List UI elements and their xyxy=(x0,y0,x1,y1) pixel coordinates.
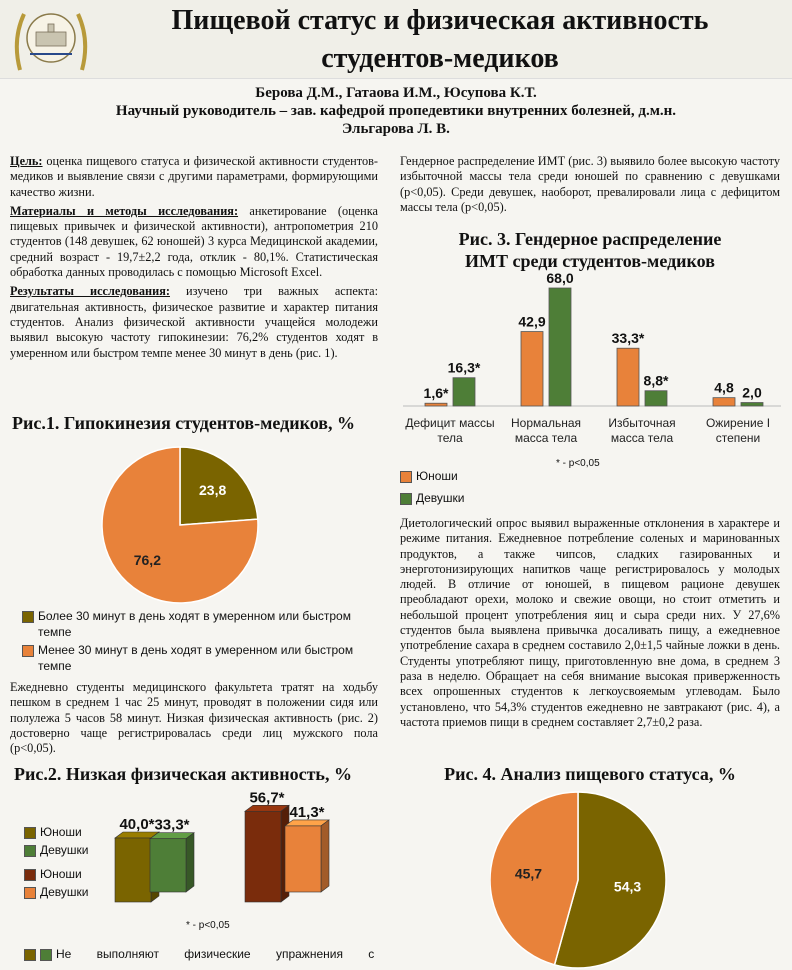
results-label: Результаты исследования: xyxy=(10,284,170,299)
fig2-legend-b-boys xyxy=(24,866,89,882)
bottom-legend-item xyxy=(24,946,375,962)
bottom-legend xyxy=(24,946,375,964)
fig3-category-label: Дефицит массы xyxy=(405,416,495,430)
fig2-bar-chart xyxy=(105,790,355,915)
fig2-bar-side-1 xyxy=(186,833,194,892)
poster-title-line1: Пищевой статус и физическая активность xyxy=(171,5,709,36)
poster-title-line2: студентов-медиков xyxy=(321,43,559,74)
legend-swatch-orange xyxy=(22,645,34,657)
diet-paragraph: Диетологический опрос выявил выраженные отклонения в характере и режиме питания. Ежедневное потребление соленых и маринованных продуктов, а также чипсов, сладких газированных и энерготонизирующих напитков чаще регистрировалось у молодых людей. В отличие от юношей, в пищевом рационе девушек преобладают орехи, молоко и свежие овощи, но стоит отметить и небольшой процент употребления яиц и сыра среди них. У 27,6% студентов была выявлена привычка досаливать пищу, а ежедневное употребление сахара в среднем составило 2,0±1,5 чайные ложки в день. Студенты употребляют пищу, приготовленную вне дома, в среднем 3 раза в неделю. Обращает на себя внимание высокая приверженность всех опрошенных студентов к легкоусвояемым углеводам. Было установлено, что 54,3% студентов ежедневно не завтракают (рис. 4), а частота приемов пищи в среднем составляет 2,7±0,2 раза. xyxy=(400,516,780,729)
fig3-category-label: масса тела xyxy=(514,431,578,445)
fig3-bar-boys-3 xyxy=(713,398,735,406)
fig3-value-label: 42,9 xyxy=(518,313,546,330)
legend-swatch-orange xyxy=(24,887,36,899)
fig2-value-label: 41,3* xyxy=(289,803,325,821)
legend-swatch-green xyxy=(400,493,412,505)
goal-text: оценка пищевого статуса и физической активности студентов-медиков и выявление связи с другими параметрами, формирующими качество жизни. xyxy=(10,154,378,199)
fig3-title-line1: Рис. 3. Гендерное распределение xyxy=(458,229,722,249)
fig3-legend-girls xyxy=(400,490,465,506)
legend-swatch-olive xyxy=(22,611,34,623)
pie-label-45-7: 45,7 xyxy=(514,865,543,882)
legend-swatch-orange xyxy=(400,471,412,483)
fig3-bar-girls-1 xyxy=(549,288,571,406)
fig1-title: Рис.1. Гипокинезия студентов-медиков, % xyxy=(12,413,356,433)
fig3-bar-boys-0 xyxy=(425,403,447,406)
fig4-title: Рис. 4. Анализ пищевого статуса, % xyxy=(444,764,736,784)
fig3-value-label: 8,8* xyxy=(643,372,669,389)
fig3-bar-chart xyxy=(395,268,785,458)
legend-swatch-olive xyxy=(24,827,36,839)
fig2-legend-a xyxy=(24,824,89,860)
fig3-legend-girls-label: Девушки xyxy=(416,491,465,505)
legend-swatch-green xyxy=(24,845,36,857)
fig1-legend-label-more: Более 30 минут в день ходят в умеренном или быстром темпе xyxy=(38,609,351,639)
fig3-value-label: 68,0 xyxy=(546,270,574,286)
fig3-category-label: Избыточная xyxy=(608,416,676,430)
legend-swatch-olive xyxy=(24,949,36,961)
fig2-legend-a-boys xyxy=(24,824,89,840)
academy-logo xyxy=(10,4,92,76)
fig2-note: * - p<0,05 xyxy=(186,920,230,931)
fig2-value-label: 33,3* xyxy=(154,816,190,834)
fig1-legend xyxy=(22,608,362,676)
pie-label-23-8: 23,8 xyxy=(199,481,227,498)
fig3-bar-girls-3 xyxy=(741,403,763,406)
fig2-legend-b-girls-label: Девушки xyxy=(40,885,89,899)
methods-paragraph xyxy=(10,204,378,280)
fig1-legend-item-less xyxy=(22,642,362,674)
fig3-value-label: 4,8 xyxy=(714,379,734,396)
results-text: изучено три важных аспекта: двигательная активность, физическое развитие и характер питания студентов. Анализ физической активности учащейся молодежи выявил высокую частоту гипокинезии: 76,2% студентов ходят в умеренном или быстром темпе менее 30 минут в день (рис. 1). xyxy=(10,284,379,360)
legend-swatch-darkred xyxy=(24,869,36,881)
fig3-bar-girls-2 xyxy=(645,391,667,406)
fig3-legend-boys xyxy=(400,468,465,484)
fig3-legend xyxy=(400,468,465,508)
left-intro-text xyxy=(10,154,378,365)
fig3-note: * - p<0,05 xyxy=(556,458,600,469)
fig3-title xyxy=(400,228,780,272)
fig2-legend-a-girls-label: Девушки xyxy=(40,843,89,857)
fig2-bar-2 xyxy=(245,811,281,902)
fig2-legend-a-boys-label: Юноши xyxy=(40,825,82,839)
fig3-bar-girls-0 xyxy=(453,378,475,406)
supervisor-line2: Эльгарова Л. В. xyxy=(342,121,450,137)
fig2-legend-a-girls xyxy=(24,842,89,858)
bottom-legend-label: Не выполняют физические упражнения с xyxy=(56,947,375,961)
fig2-bar-0 xyxy=(115,838,151,902)
fig3-category-label: степени xyxy=(715,431,761,445)
walking-paragraph: Ежедневно студенты медицинского факультета тратят на ходьбу пешком в среднем 1 час 25 минут, проводят в положении сидя или полулежа 5 часов 58 минут. Низкая физическая активность (рис. 2) достоверно чаще регистрировалась среди лиц мужского пола (р<0,05). xyxy=(10,680,378,756)
fig3-value-label: 16,3* xyxy=(447,359,481,376)
fig2-value-label: 56,7* xyxy=(249,790,285,807)
fig2-legend-b-girls xyxy=(24,884,89,900)
fig3-bar-boys-1 xyxy=(521,332,543,406)
goal-paragraph xyxy=(10,154,378,200)
fig3-value-label: 33,3* xyxy=(611,330,645,347)
results-paragraph xyxy=(10,284,378,360)
fig3-category-label: тела xyxy=(437,431,463,445)
supervisor-line1: Научный руководитель – зав. кафедрой пропедевтики внутренних болезней, д.м.н. xyxy=(115,103,677,119)
pie-label-76-2: 76,2 xyxy=(133,552,161,569)
fig3-category-label: Ожирение I xyxy=(705,416,771,430)
fig1-pie-chart xyxy=(100,440,270,610)
fig2-bar-side-3 xyxy=(321,820,329,892)
methods-label: Материалы и методы исследования: xyxy=(10,203,239,218)
legend-swatch-green xyxy=(40,949,52,961)
fig3-value-label: 2,0 xyxy=(742,384,762,401)
fig2-bar-3 xyxy=(285,826,321,892)
fig3-bar-boys-2 xyxy=(617,348,639,406)
poster-title xyxy=(90,2,790,78)
fig3-value-label: 1,6* xyxy=(423,385,449,402)
authors: Берова Д.М., Гатаова И.М., Юсупова К.Т. xyxy=(255,85,537,101)
fig2-bar-1 xyxy=(150,839,186,892)
gender-paragraph: Гендерное распределение ИМТ (рис. 3) выявило более высокую частоту избыточной массы тела среди юношей по сравнению с девушками (р<0,05). Среди девушек, наоборот, превалировали лица с дефицитом массы тела (р<0,05). xyxy=(400,154,780,214)
fig4-pie-chart xyxy=(490,790,670,970)
fig3-category-label: масса тела xyxy=(610,431,674,445)
fig2-legend-b xyxy=(24,866,89,902)
fig3-legend-boys-label: Юноши xyxy=(416,469,458,483)
goal-label: Цель: xyxy=(10,154,43,168)
methods-text: анкетирование (оценка пищевых привычек и физической активности), антропометрия 210 студентов (148 девушек, 62 юношей) 3 курса Медицинской академии, средний возраст - 19,7±2,2 года, отклик - 80,1%. Статистическая обработка данных проводилась с помощью Microsoft Excel. xyxy=(10,203,378,280)
authors-block xyxy=(0,84,792,138)
fig1-legend-item-more xyxy=(22,608,362,640)
fig2-title: Рис.2. Низкая физическая активность, % xyxy=(14,764,352,784)
pie-label-54-3: 54,3 xyxy=(613,878,642,895)
fig3-category-label: Нормальная xyxy=(511,416,581,430)
fig2-value-label: 40,0* xyxy=(119,816,155,833)
fig3-title-line2: ИМТ среди студентов-медиков xyxy=(465,251,715,271)
fig2-legend-b-boys-label: Юноши xyxy=(40,867,82,881)
fig1-legend-label-less: Менее 30 минут в день ходят в умеренном или быстром темпе xyxy=(38,643,354,673)
